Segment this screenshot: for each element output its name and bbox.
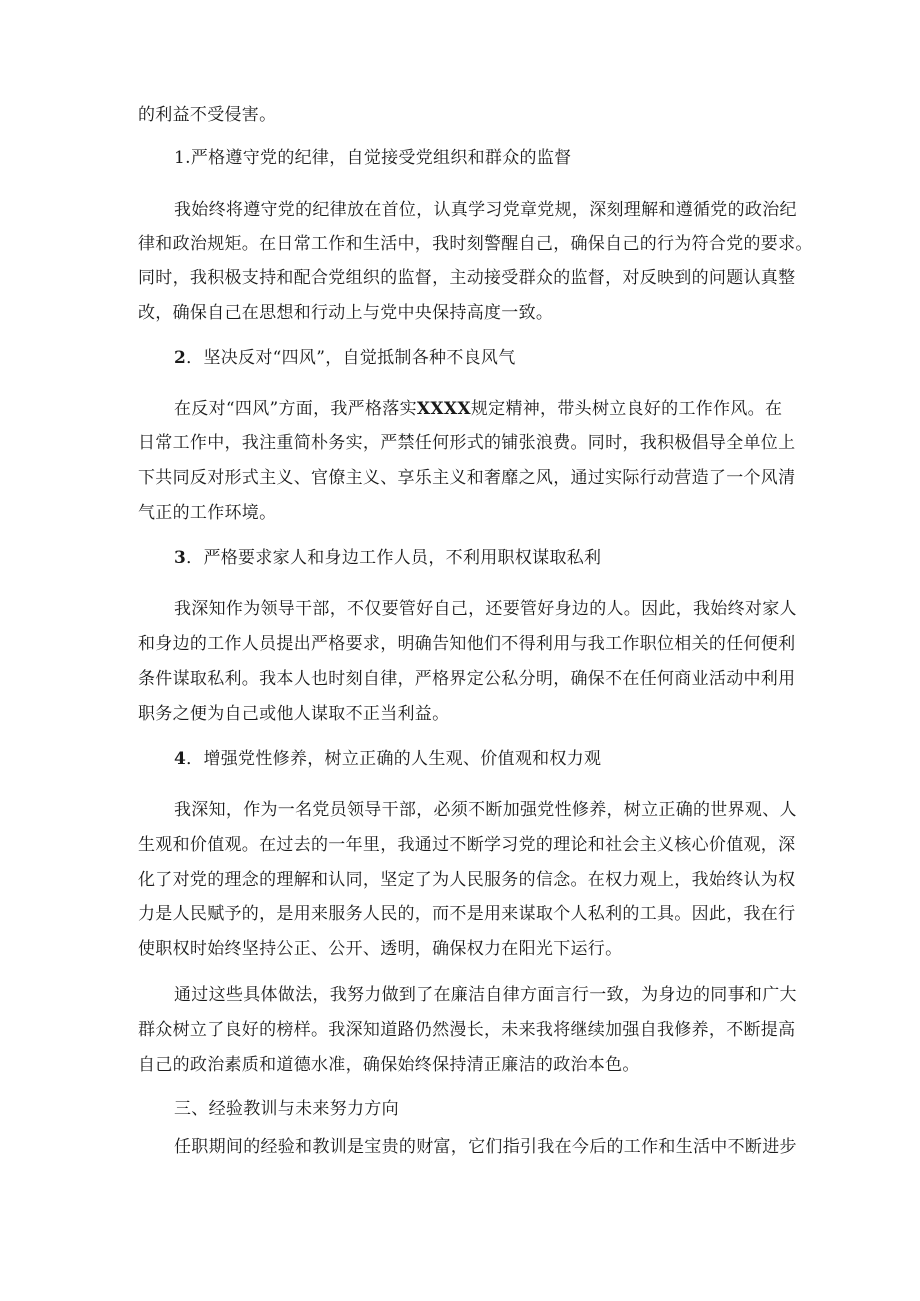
paragraph-line: 改，确保自己在思想和行动上与党中央保持高度一致。 (138, 303, 554, 323)
paragraph-line: 日常工作中，我注重简朴务实，严禁任何形式的铺张浪费。同时，我积极倡导全单位上 (138, 433, 796, 453)
heading-text: ．增强党性修养，树立正确的人生观、价值观和权力观 (186, 749, 602, 769)
paragraph-line: 我始终将遵守党的纪律放在首位，认真学习党章党规，深刻理解和遵循党的政治纪 (174, 200, 797, 220)
section-heading-2 (174, 347, 516, 369)
paragraph-line: 通过这些具体做法，我努力做到了在廉洁自律方面言行一致，为身边的同事和广大 (174, 985, 797, 1005)
section-heading-5: 三、经验教训与未来努力方向 (174, 1099, 399, 1119)
highlight-placeholder: XXXX (416, 399, 471, 419)
paragraph-line: 气正的工作环境。 (138, 503, 277, 523)
paragraph-line: 职务之便为自己或他人谋取不正当利益。 (138, 704, 450, 724)
paragraph-line: 同时，我积极支持和配合党组织的监督，主动接受群众的监督，对反映到的问题认真整 (138, 268, 796, 288)
paragraph-line: 我深知作为领导干部，不仅要管好自己，还要管好身边的人。因此，我始终对家人 (174, 599, 797, 619)
paragraph-line: 在反对“四风”方面，我严格落实XXXX规定精神，带头树立良好的工作作风。在 (174, 399, 783, 419)
section-heading-4 (174, 748, 601, 770)
paragraph-line: 自己的政治素质和道德水准，确保始终保持清正廉洁的政治本色。 (138, 1055, 640, 1075)
paragraph-line: 和身边的工作人员提出严格要求，明确告知他们不得利用与我工作职位相关的任何便利 (138, 634, 796, 654)
paragraph-line: 我深知，作为一名党员领导干部，必须不断加强党性修养，树立正确的世界观、人 (174, 800, 797, 820)
section-heading-1: 1.严格遵守党的纪律，自觉接受党组织和群众的监督 (174, 148, 572, 168)
paragraph-line: 下共同反对形式主义、官僚主义、享乐主义和奢靡之风，通过实际行动营造了一个风清 (138, 468, 796, 488)
paragraph-line: 任职期间的经验和教训是宝贵的财富，它们指引我在今后的工作和生活中不断进步 (174, 1137, 797, 1157)
paragraph-line: 化了对党的理念的理解和认同，坚定了为人民服务的信念。在权力观上，我始终认为权 (138, 870, 796, 890)
section-heading-3 (174, 547, 601, 569)
heading-text: ．坚决反对“四风”，自觉抵制各种不良风气 (186, 348, 516, 368)
paragraph-line: 群众树立了良好的榜样。我深知道路仍然漫长，未来我将继续加强自我修养，不断提高 (138, 1020, 796, 1040)
heading-number: 3 (174, 548, 187, 568)
paragraph-line: 使职权时始终坚持公正、公开、透明，确保权力在阳光下运行。 (138, 939, 623, 959)
heading-number: 2 (174, 348, 187, 368)
heading-number: 4 (174, 749, 187, 769)
paragraph-line: 生观和价值观。在过去的一年里，我通过不断学习党的理论和社会主义核心价值观，深 (138, 835, 796, 855)
paragraph-continuation: 的利益不受侵害。 (138, 105, 277, 125)
paragraph-line: 力是人民赋予的，是用来服务人民的，而不是用来谋取个人私利的工具。因此，我在行 (138, 904, 796, 924)
heading-text: ．严格要求家人和身边工作人员，不利用职权谋取私利 (186, 548, 602, 568)
paragraph-line: 条件谋取私利。我本人也时刻自律，严格界定公私分明，确保不在任何商业活动中利用 (138, 669, 796, 689)
paragraph-line: 律和政治规矩。在日常工作和生活中，我时刻警醒自己，确保自己的行为符合党的要求。 (138, 234, 813, 254)
